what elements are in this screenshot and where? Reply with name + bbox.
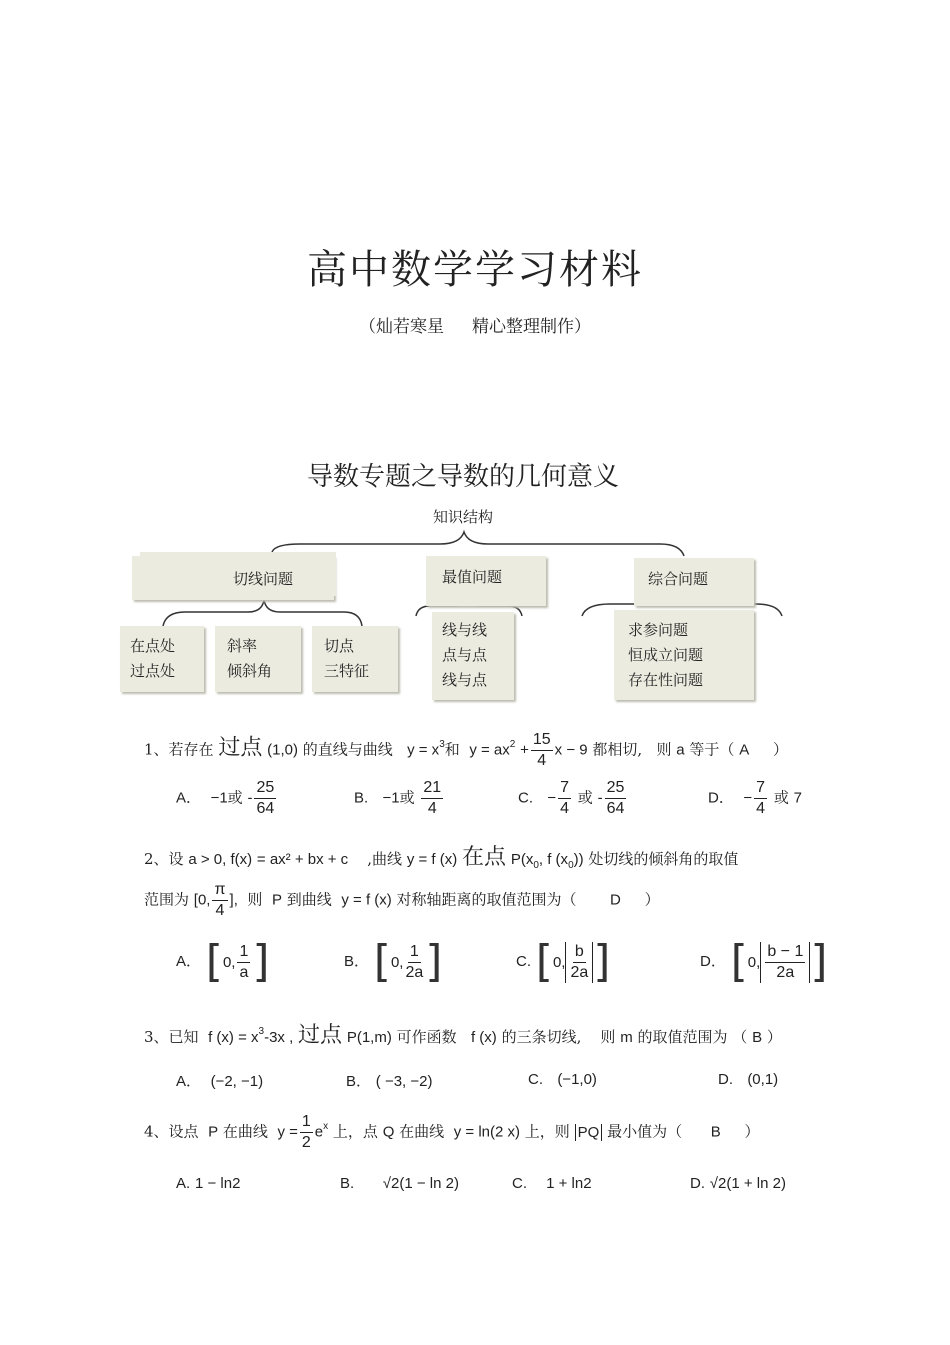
- option-fraction: [421, 778, 443, 819]
- q-text-large: 在点: [462, 845, 507, 870]
- frac-den: 64: [256, 800, 275, 817]
- option-math: (0,1): [747, 1071, 779, 1088]
- question-3: [144, 1018, 782, 1049]
- frac-den: 2: [301, 1134, 311, 1151]
- option-fraction: [254, 778, 276, 819]
- q-math: P: [208, 1123, 219, 1141]
- frac-num: 7: [754, 778, 767, 799]
- option-math: 0,: [222, 953, 236, 971]
- frac-den: 2a: [776, 963, 795, 981]
- q-math: y = ax: [469, 741, 510, 759]
- frac-num: b: [573, 942, 586, 963]
- q-math: -3x ,: [264, 1029, 294, 1046]
- q-text: ,曲线: [367, 850, 403, 868]
- brace-tangent: [163, 600, 362, 626]
- q-math: Q: [382, 1123, 395, 1141]
- q-math: m: [620, 1029, 633, 1046]
- frac-num: 1: [237, 942, 250, 963]
- q-text: 的三条切线,: [501, 1028, 582, 1046]
- frac-num: 7: [558, 778, 571, 799]
- branch-box-comprehensive: [634, 558, 754, 606]
- q-math: f (x) = x: [208, 1029, 259, 1046]
- q-math: f (x): [470, 1029, 497, 1046]
- q-text: 在曲线: [399, 1122, 445, 1141]
- q-text: 等于（: [689, 740, 735, 759]
- option-fraction: [558, 778, 571, 819]
- option-math: (−2, −1): [210, 1073, 264, 1090]
- q-math: e: [314, 1123, 324, 1141]
- q-math: ],: [229, 891, 238, 909]
- option-math: 0,: [747, 953, 761, 971]
- q-math: y = x: [407, 741, 440, 759]
- frac-den: a: [239, 963, 249, 981]
- branch-label-tangent: 切线问题: [232, 570, 293, 588]
- q-text: 和: [444, 740, 460, 759]
- option-text: 或: [577, 788, 593, 807]
- q-math: (1,0): [267, 741, 298, 759]
- q-text: ）: [744, 1122, 760, 1141]
- option-fraction: [570, 942, 588, 983]
- q-text: 2、设: [144, 850, 184, 868]
- leaf-text: 切点: [324, 637, 355, 655]
- q-text: ）: [773, 740, 789, 759]
- frac-den: 64: [606, 800, 625, 817]
- option-label: C.: [518, 789, 533, 807]
- q-text: 处切线的倾斜角的取值: [588, 850, 739, 868]
- q3-option-c: [528, 1070, 597, 1088]
- q-text: 都相切,: [592, 740, 643, 759]
- option-label: B．: [344, 953, 370, 970]
- frac-num: 15: [531, 730, 553, 751]
- q2-option-d: [700, 936, 828, 987]
- interval-bracket: [ 0, $\frac{b - 1}{2a}$ ]: [730, 936, 828, 987]
- q-text: 则: [247, 890, 263, 909]
- leaf-text: 点与点: [442, 646, 488, 664]
- q-text-large: 过点: [218, 735, 263, 761]
- option-math: -: [597, 789, 603, 807]
- frac-num: 21: [421, 778, 443, 799]
- question-4: [144, 1112, 760, 1153]
- frac-num: 25: [254, 778, 276, 799]
- q2-option-a: [176, 936, 270, 987]
- option-math: −1: [382, 789, 400, 807]
- frac-den: 4: [560, 800, 569, 817]
- option-math: 0,: [552, 953, 566, 971]
- option-math: ( −3, −2): [375, 1073, 433, 1090]
- option-math: −: [547, 789, 557, 807]
- option-fraction: [605, 778, 627, 819]
- branch-box-extreme: [426, 556, 546, 606]
- leaf-box-point: [120, 626, 204, 692]
- knowledge-root-label: 知识结构: [432, 508, 493, 526]
- option-text: 或: [773, 788, 789, 807]
- option-fraction: [765, 942, 805, 983]
- option-math: 7: [793, 789, 802, 807]
- option-label: B.: [354, 789, 369, 807]
- q4-option-d: [690, 1174, 786, 1192]
- distance-pq: PQ: [575, 1124, 603, 1141]
- q-text: 1、若存在: [144, 740, 214, 759]
- question-2-line-2: [144, 880, 660, 921]
- frac-num: 1: [408, 942, 421, 963]
- q-math: [0,: [193, 891, 211, 909]
- topic-title: 导数专题之导数的几何意义: [306, 462, 619, 492]
- q2-option-b: [344, 936, 443, 987]
- q1-option-a: [176, 778, 278, 819]
- leaf-text: 线与线: [442, 621, 488, 639]
- option-math: 1 + ln2: [546, 1175, 592, 1192]
- leaf-text: 在点处: [130, 637, 176, 655]
- q1-option-c: [518, 778, 628, 819]
- option-label: C.: [516, 953, 531, 970]
- q-math: P: [271, 891, 282, 909]
- q-math: )): [573, 851, 584, 868]
- page-title: 高中数学学习材料: [307, 247, 643, 293]
- option-label: D．: [708, 789, 734, 807]
- frac-num: 25: [605, 778, 627, 799]
- q1-option-b: [354, 778, 445, 819]
- frac-num: 1: [300, 1112, 313, 1133]
- option-fraction: [405, 942, 423, 983]
- option-fraction: [754, 778, 767, 819]
- frac-den: 4: [215, 902, 225, 919]
- answer-letter: B: [752, 1029, 763, 1046]
- q3-option-d: [718, 1070, 778, 1088]
- frac-num: b − 1: [765, 942, 805, 963]
- q-text: ）: [644, 890, 660, 909]
- q-math: P(x: [510, 851, 534, 868]
- q-text-large: 过点: [298, 1023, 343, 1048]
- q-fraction: [212, 880, 227, 921]
- option-math: √2(1 − ln 2): [382, 1175, 459, 1192]
- q-math: +: [520, 741, 529, 759]
- subtitle-right: 精心整理制作）: [472, 317, 591, 337]
- q3-option-b: [346, 1070, 433, 1091]
- branch-box-tangent: [132, 556, 334, 600]
- leaf-text: 三特征: [324, 662, 370, 680]
- option-math: -: [247, 789, 253, 807]
- q-text: 上，则: [524, 1122, 570, 1141]
- option-text: 或: [399, 788, 415, 807]
- q-text: 到曲线: [286, 890, 332, 909]
- q-math: P(1,m): [346, 1029, 392, 1046]
- q-subscript: 0: [533, 860, 539, 871]
- q-text: 上，点: [332, 1122, 378, 1141]
- q-text: 4、设点: [144, 1122, 199, 1141]
- q-exponent: 3: [258, 1026, 265, 1037]
- q-text: 则: [656, 740, 672, 759]
- option-fraction: [237, 942, 250, 983]
- option-label: D．: [700, 953, 726, 970]
- subtitle-left: （灿若寒星: [359, 317, 444, 337]
- q-fraction: [300, 1112, 313, 1153]
- q-math: y = ln(2 x): [453, 1123, 521, 1141]
- absolute-value: [565, 942, 593, 983]
- q-subscript: 0: [568, 860, 574, 871]
- q4-option-b: [340, 1174, 459, 1192]
- option-math: 0,: [390, 953, 404, 971]
- q3-option-a: [176, 1070, 263, 1091]
- question-2-line-1: [144, 840, 738, 871]
- q-math: x − 9: [554, 741, 588, 759]
- frac-den: 2a: [570, 963, 589, 981]
- q-math: y =: [277, 1123, 298, 1141]
- answer-letter: A: [739, 741, 750, 759]
- q-text: 在曲线: [222, 1122, 268, 1141]
- leaf-text: 存在性问题: [628, 671, 704, 689]
- q-text: 最小值为（: [607, 1122, 683, 1141]
- q-exponent: 2: [509, 738, 516, 750]
- frac-den: 4: [756, 800, 766, 817]
- option-math: √2(1 + ln 2): [709, 1175, 786, 1192]
- q-text: 范围为: [144, 890, 190, 909]
- q-math: y = f (x): [406, 851, 458, 868]
- q4-option-c: [512, 1174, 592, 1192]
- q2-option-c: [516, 936, 611, 987]
- q4-option-a: [176, 1174, 240, 1192]
- q-math: a: [676, 741, 685, 759]
- q-text: ）: [766, 1028, 782, 1046]
- option-label: B.: [340, 1175, 355, 1192]
- q-math: = ax² + bx + c: [256, 851, 349, 868]
- option-label: C.: [528, 1071, 543, 1088]
- option-label: D.: [718, 1071, 733, 1088]
- q-math: y = f (x): [341, 891, 392, 909]
- option-label: B．: [346, 1073, 372, 1090]
- absolute-value: [760, 942, 810, 983]
- interval-bracket: [ 0, $\frac{1}{2a}$ ]: [373, 936, 443, 987]
- q1-option-d: [708, 778, 802, 819]
- q-exponent: 3: [439, 738, 445, 750]
- option-label: C.: [512, 1175, 527, 1192]
- option-label: A．: [176, 789, 202, 807]
- option-math: −: [743, 789, 753, 807]
- q-text: 则: [600, 1028, 616, 1046]
- q-math: a > 0, f(x): [188, 851, 253, 868]
- option-math: −1: [210, 789, 228, 807]
- q-text: 3、已知: [144, 1028, 199, 1046]
- leaf-box-comprehensive: [614, 610, 754, 700]
- q-fraction: [531, 730, 553, 771]
- frac-den: 4: [427, 800, 437, 817]
- option-math: (−1,0): [557, 1071, 597, 1088]
- q-text: 的直线与曲线: [302, 740, 393, 759]
- answer-letter: D: [609, 891, 621, 909]
- leaf-box-tangent-point: [312, 626, 398, 692]
- q-text: 可作函数: [396, 1028, 457, 1046]
- leaf-text: 过点处: [130, 662, 176, 680]
- frac-den: 2a: [405, 963, 424, 981]
- q-exponent: x: [323, 1120, 329, 1132]
- frac-num: π: [212, 880, 227, 901]
- option-label: A．: [176, 953, 202, 970]
- option-text: 或: [227, 788, 243, 807]
- leaf-text: 斜率: [227, 637, 258, 655]
- question-1: [144, 730, 788, 771]
- leaf-box-extreme: [432, 612, 514, 700]
- leaf-box-slope: [215, 626, 301, 692]
- option-label: D.: [690, 1175, 705, 1192]
- q-text: 对称轴距离的取值范围为（: [396, 890, 577, 909]
- leaf-text: 求参问题: [628, 621, 689, 639]
- answer-letter: B: [710, 1123, 721, 1141]
- q-text: 的取值范围为 （: [637, 1028, 748, 1046]
- interval-bracket: [ 0, $\frac{b}{2a}$ ]: [535, 936, 611, 987]
- option-math: 1 − ln2: [194, 1175, 241, 1192]
- branch-label-extreme: 最值问题: [442, 568, 503, 586]
- q-math: , f (x: [538, 851, 569, 868]
- option-label: A.: [176, 1175, 191, 1192]
- frac-den: 4: [537, 752, 547, 769]
- leaf-text: 倾斜角: [227, 662, 273, 680]
- option-label: A．: [176, 1073, 202, 1090]
- interval-bracket: [ 0, $\frac{1}{a}$ ]: [205, 936, 270, 987]
- branch-label-comprehensive: 综合问题: [648, 570, 709, 588]
- leaf-text: 恒成立问题: [628, 646, 704, 664]
- leaf-text: 线与点: [442, 671, 488, 689]
